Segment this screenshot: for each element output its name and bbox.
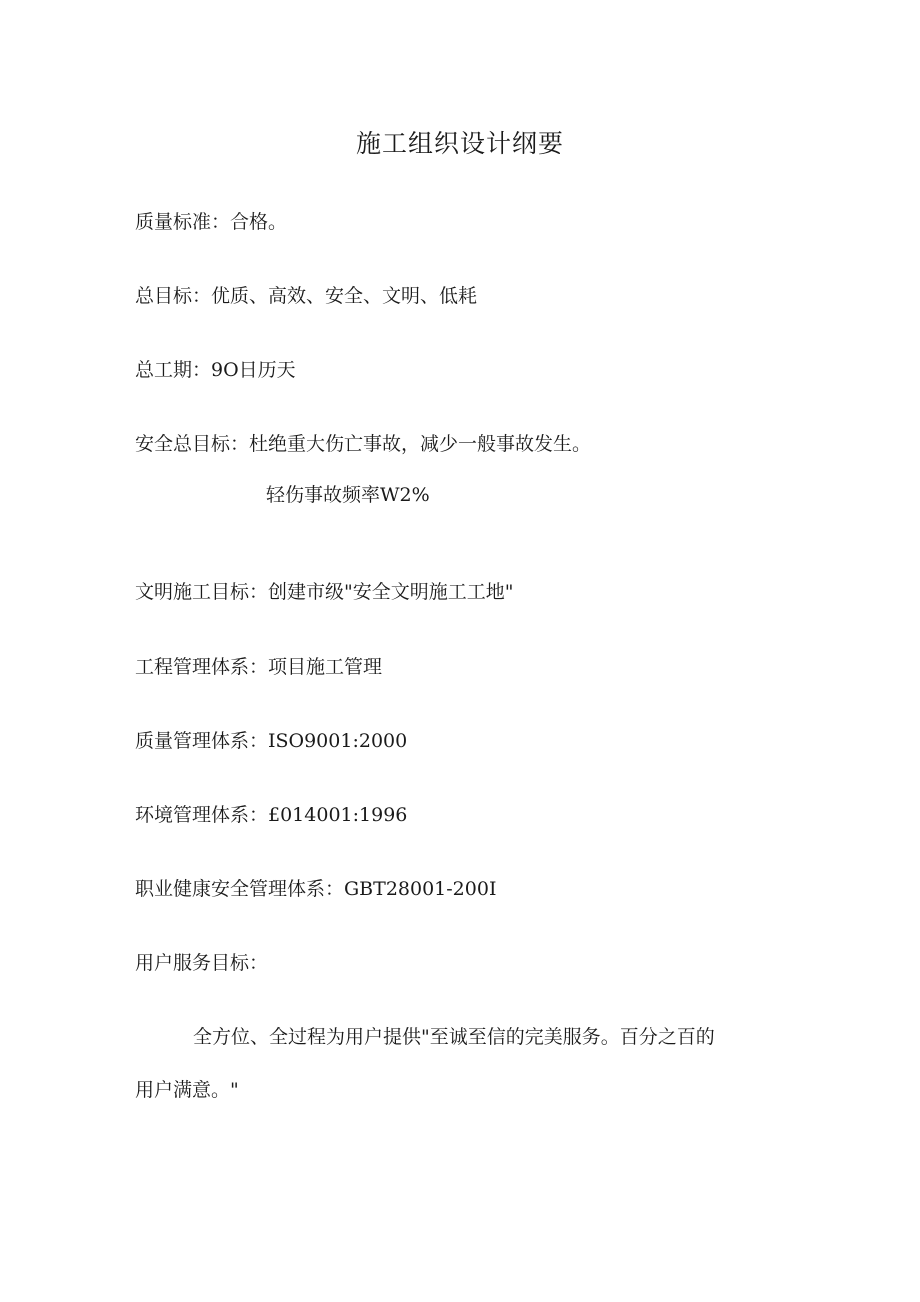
civilized-construction-goal-line: 文明施工目标：创建市级"安全文明施工工地" (135, 581, 514, 603)
user-service-goal-line: 用户服务目标： (135, 952, 269, 974)
quality-management-system-line: 质量管理体系：ISO9001:2000 (135, 730, 408, 752)
total-duration-line: 总工期：9O日历天 (135, 359, 296, 381)
overall-goal-line: 总目标：优质、高效、安全、文明、低耗 (135, 285, 478, 307)
service-paragraph-line-1: 全方位、全过程为用户提供"至诚至信的完美服务。百分之百的 (193, 1026, 715, 1048)
safety-goal-line: 安全总目标：杜绝重大伤亡事故，减少一般事故发生。 (135, 433, 592, 455)
quality-standard-line: 质量标准：合格。 (135, 211, 288, 233)
service-paragraph-line-2: 用户满意。" (135, 1079, 239, 1101)
project-management-system-line: 工程管理体系：项目施工管理 (135, 656, 383, 678)
injury-rate-line: 轻伤事故频率W2% (266, 484, 430, 506)
occupational-health-safety-system-line: 职业健康安全管理体系：GBT28001-200I (135, 878, 497, 900)
environment-management-system-line: 环境管理体系：£014001:1996 (135, 804, 408, 826)
document-title: 施工组织设计纲要 (355, 129, 564, 158)
